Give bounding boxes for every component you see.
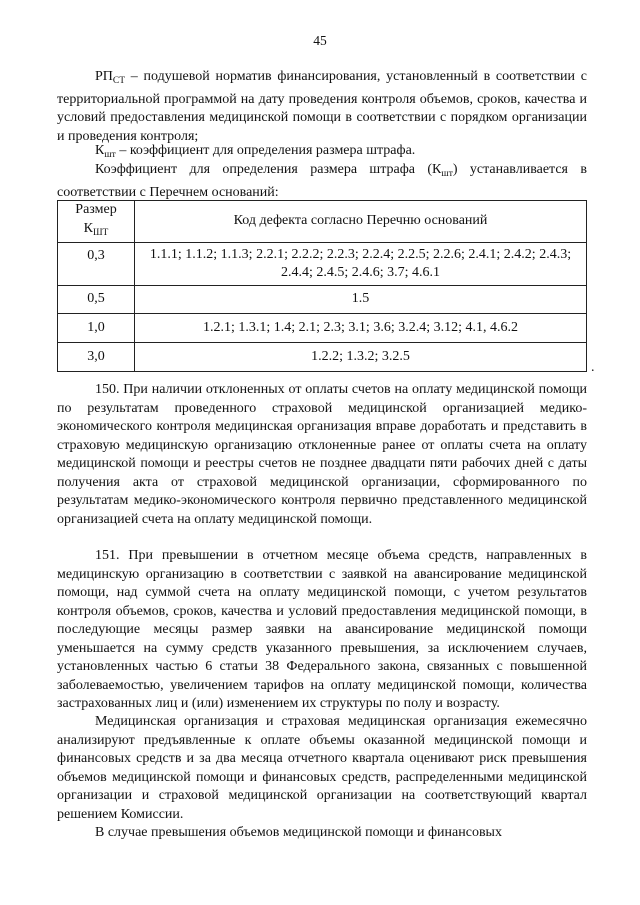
cell-size: 0,3 [58, 243, 135, 286]
cell-size: 3,0 [58, 343, 135, 372]
coefficient-intro [57, 161, 587, 202]
cell-codes: 1.1.1; 1.1.2; 1.1.3; 2.2.1; 2.2.2; 2.2.3; 2.2.4; 2.2.5; 2.2.6; 2.4.1; 2.4.2; 2.4.3; 2.4.4; 2.4.5; 2.4.6; 3.7; 4.6.1 [135, 243, 587, 286]
table-row [58, 343, 587, 372]
coef-text-1: Коэффициент для определения размера штрафа (К [95, 162, 442, 177]
cell-codes: 1.5 [135, 286, 587, 314]
table-header-row [58, 201, 587, 243]
paragraph-151: 151. При превышении в отчетном месяце объема средств, направленных в медицинскую организацию в соответствии с заявкой на авансирование медицинской помощи, над суммой счета на оплату медицинской помощи, с учетом результатов контроля объемов, сроков, качества и условий предоставления медицинской помощи, в последующие месяцы размер заявки на авансирование медицинской помощи уменьшается на сумму средств указанного превышения, за исключением случаев, установленных частью 6 статьи 38 Федерального закона, связанных с повышенной заболеваемостью, увеличением тарифов на оплату медицинской помощи, количества застрахованных лиц и (или) изменением их структуры по полу и возрасту. [57, 548, 587, 711]
k-definition-text: – коэффициент для определения размера штрафа. [115, 143, 416, 158]
header-size [58, 201, 135, 243]
cell-codes: 1.2.1; 1.3.1; 1.4; 2.1; 2.3; 3.1; 3.6; 3.2.4; 3.12; 4.1, 4.6.2 [135, 314, 587, 343]
paragraph-risk-analysis: Медицинская организация и страховая медицинская организация ежемесячно анализируют предъявленные к оплате объемы оказанной медицинской помощи и финансовых средств и за два месяца отчетного квартала оценивают риск превышения объемов медицинской помощи и финансовых средств, распределенными медицинской организации и страховой медицинской организации на соответствующий квартал решением Комиссии. [57, 714, 587, 822]
k-symbol: К [95, 143, 105, 158]
table-trailing-mark: . [591, 360, 595, 375]
definition-rp [57, 68, 587, 146]
table-row [58, 243, 587, 286]
header-codes: Код дефекта согласно Перечню оснований [135, 201, 587, 243]
cell-size: 0,5 [58, 286, 135, 314]
table-row [58, 286, 587, 314]
rp-definition-text: – подушевой норматив финансирования, установленный в соответствии с территориальной программой на дату проведения контроля объемов, сроков, качества и условий предоставления медицинской помощи в соответствии с порядком организации и проведения контроля; [57, 69, 587, 144]
page-number: 45 [313, 33, 327, 48]
cell-codes: 1.2.2; 1.3.2; 3.2.5 [135, 343, 587, 372]
coefficient-table [57, 200, 587, 372]
table-row [58, 314, 587, 343]
coef-text-2: ) устанавливается в соответствии с Перечнем оснований: [57, 162, 587, 200]
header-size-text: Размер К [75, 202, 117, 236]
header-size-sub: ШТ [92, 227, 109, 238]
paragraph-150: 150. При наличии отклоненных от оплаты счетов на оплату медицинской помощи по результатам проведенного страховой медицинской организацией медико-экономического контроля медицинская организация вправе доработать и представить в страховую медицинскую организацию отклоненные ранее от оплаты счета на оплату медицинской помощи и реестры счетов не позднее двадцати пяти рабочих дней с даты получения акта от страховой медицинской организации, сформированного по результатам медико-экономического контроля первично представленного медицинской организацией счета на оплату медицинской помощи. [57, 382, 587, 527]
cell-size: 1,0 [58, 314, 135, 343]
rp-subscript: СТ [112, 76, 126, 86]
k-subscript: шт [104, 150, 116, 160]
coef-subscript: шт [441, 169, 453, 179]
rp-symbol: РП [95, 69, 113, 84]
paragraph-exceeding: В случае превышения объемов медицинской помощи и финансовых [95, 825, 502, 840]
